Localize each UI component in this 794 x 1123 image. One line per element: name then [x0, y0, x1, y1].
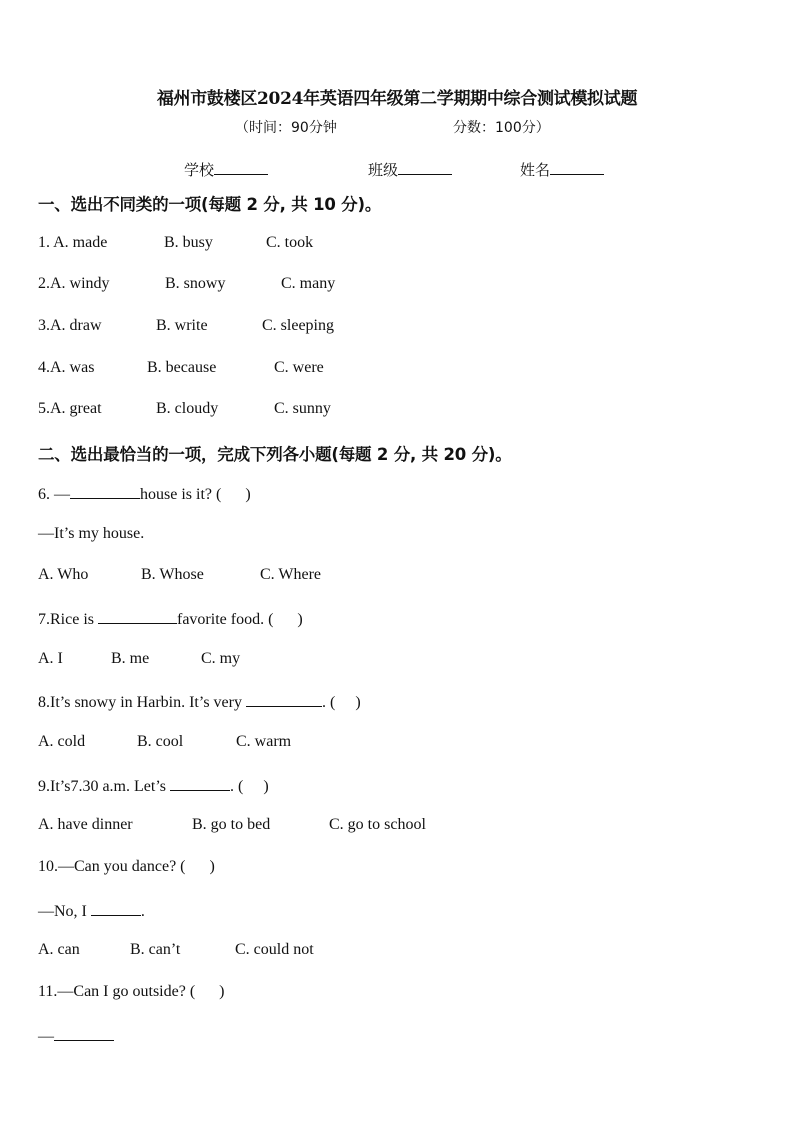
answer-blank[interactable] — [170, 775, 230, 791]
option-c: C. took — [266, 234, 314, 251]
option-c: C. Where — [260, 566, 322, 583]
option-b: B. write — [156, 317, 208, 334]
name-field[interactable]: 姓名 — [520, 159, 604, 180]
school-field[interactable]: 学校 — [184, 159, 268, 180]
question-11-reply: — — [38, 1025, 114, 1046]
option-c: C. sunny — [274, 400, 331, 417]
option-b: B. Whose — [141, 566, 204, 583]
question-7-stem: 7.Rice is favorite food. ( ) — [38, 608, 303, 629]
exam-score: 分数：100分） — [453, 120, 550, 136]
option-c: C. go to school — [329, 816, 426, 833]
option-a: A. have dinner — [38, 816, 133, 833]
option-a: A. I — [38, 650, 63, 667]
question-8-stem: 8.It’s snowy in Harbin. It’s very . ( ) — [38, 691, 361, 712]
school-blank[interactable] — [214, 159, 268, 175]
option-b: B. go to bed — [192, 816, 271, 833]
question-6-stem: 6. — house is it? ( ) — [38, 483, 251, 504]
option-a: 3.A. draw — [38, 317, 102, 334]
option-b: B. busy — [164, 234, 213, 251]
section-one-heading: 一、选出不同类的一项(每题 2 分, 共 10 分)。 — [38, 195, 382, 214]
class-field[interactable]: 班级 — [368, 159, 452, 180]
student-info-row — [0, 159, 794, 181]
option-a: 2.A. windy — [38, 275, 110, 292]
option-c: C. warm — [236, 733, 292, 750]
option-a: A. can — [38, 941, 80, 958]
question-6-reply: —It’s my house. — [38, 525, 145, 542]
question-10-stem: 10.—Can you dance? ( ) — [38, 858, 215, 875]
answer-blank[interactable] — [91, 900, 141, 916]
option-a: 4.A. was — [38, 359, 95, 376]
section-two-heading: 二、选出最恰当的一项，完成下列各小题(每题 2 分, 共 20 分)。 — [38, 445, 512, 464]
option-b: B. cloudy — [156, 400, 219, 417]
question-11-stem: 11.—Can I go outside? ( ) — [38, 983, 225, 1000]
option-b: B. cool — [137, 733, 184, 750]
answer-blank[interactable] — [98, 608, 177, 624]
name-blank[interactable] — [550, 159, 604, 175]
option-c: C. sleeping — [262, 317, 334, 334]
question-10-reply: —No, I . — [38, 900, 145, 921]
option-c: C. many — [281, 275, 336, 292]
option-a: 1. A. made — [38, 234, 108, 251]
option-c: C. my — [201, 650, 241, 667]
answer-blank[interactable] — [70, 483, 140, 499]
option-a: A. Who — [38, 566, 89, 583]
option-b: B. because — [147, 359, 217, 376]
option-a: A. cold — [38, 733, 86, 750]
exam-time: （时间：90分钟 — [235, 120, 337, 136]
option-c: C. were — [274, 359, 324, 376]
exam-title: 福州市鼓楼区2024年英语四年级第二学期期中综合测试模拟试题 — [156, 89, 638, 109]
answer-blank[interactable] — [246, 691, 322, 707]
option-b: B. snowy — [165, 275, 226, 292]
option-a: 5.A. great — [38, 400, 102, 417]
option-c: C. could not — [235, 941, 314, 958]
question-9-stem: 9.It’s7.30 a.m. Let’s . ( ) — [38, 775, 269, 796]
option-b: B. me — [111, 650, 150, 667]
option-b: B. can’t — [130, 941, 181, 958]
class-blank[interactable] — [398, 159, 452, 175]
answer-blank[interactable] — [54, 1025, 114, 1041]
